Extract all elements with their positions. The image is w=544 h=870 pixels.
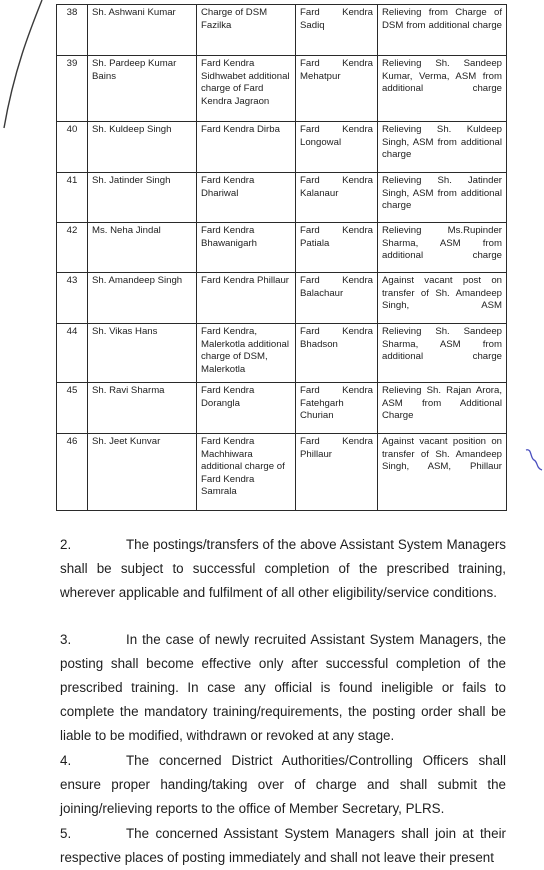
- posted-to-cell: Fard Kendra Longowal: [296, 122, 378, 173]
- posted-from-cell: Fard Kendra Machhiwara additional charge of Fard Kendra Samrala: [197, 434, 296, 511]
- table-row: [57, 5, 507, 56]
- paragraph-2: [60, 533, 506, 628]
- posted-to-cell: Fard Kendra Phillaur: [296, 434, 378, 511]
- margin-pen-mark: [524, 446, 544, 472]
- official-name-cell: Sh. Jeet Kunvar: [88, 434, 197, 511]
- postings-table-body: [57, 5, 507, 511]
- serial-number-cell: 45: [57, 383, 88, 434]
- posted-from-cell: Fard Kendra Bhawanigarh: [197, 223, 296, 273]
- serial-number-cell: 43: [57, 273, 88, 324]
- remarks-cell: Relieving Sh. Rajan Arora, ASM from Additional Charge: [378, 383, 507, 434]
- remarks-cell: Relieving Sh. Jatinder Singh, ASM from additional charge: [378, 173, 507, 223]
- official-name-cell: Sh. Ashwani Kumar: [88, 5, 197, 56]
- paragraph-number: 4.: [60, 753, 72, 768]
- table-row: [57, 434, 507, 511]
- posted-from-cell: Fard Kendra Phillaur: [197, 273, 296, 324]
- serial-number-cell: 46: [57, 434, 88, 511]
- paragraph-3: [60, 628, 506, 749]
- paragraph-number: 5.: [60, 826, 72, 841]
- posted-to-cell: Fard Kendra Fatehgarh Churian: [296, 383, 378, 434]
- paragraph-text: The concerned Assistant System Managers shall join at their respective places of posting immediately and shall not leave their present: [60, 826, 506, 866]
- official-name-cell: Ms. Neha Jindal: [88, 223, 197, 273]
- remarks-cell: Against vacant position on transfer of Sh. Amandeep Singh, ASM, Phillaur: [378, 434, 507, 511]
- official-name-cell: Sh. Amandeep Singh: [88, 273, 197, 324]
- remarks-cell: Relieving Sh. Kuldeep Singh, ASM from additional charge: [378, 122, 507, 173]
- official-name-cell: Sh. Kuldeep Singh: [88, 122, 197, 173]
- official-name-cell: Sh. Jatinder Singh: [88, 173, 197, 223]
- table-row: [57, 173, 507, 223]
- paragraph-text: In the case of newly recruited Assistant System Managers, the posting shall become effective only after successful completion of the prescribed training. In case any official is found ineligible or fails to complete the mandatory training/requirements, the posting order shall be liable to be modified, withdrawn or revoked at any stage.: [60, 632, 506, 744]
- posted-from-cell: Fard Kendra Sidhwabet additional charge of Fard Kendra Jagraon: [197, 56, 296, 122]
- order-paragraphs: [60, 533, 506, 870]
- paragraph-4: [60, 749, 506, 822]
- serial-number-cell: 38: [57, 5, 88, 56]
- posted-from-cell: Fard Kendra, Malerkotla additional charge of DSM, Malerkotla: [197, 324, 296, 383]
- postings-table: [56, 4, 507, 511]
- posted-to-cell: Fard Kendra Sadiq: [296, 5, 378, 56]
- serial-number-cell: 39: [57, 56, 88, 122]
- paragraph-5: [60, 822, 506, 870]
- remarks-cell: Relieving Sh. Sandeep Kumar, Verma, ASM from additional charge: [378, 56, 507, 122]
- table-row: [57, 273, 507, 324]
- posted-from-cell: Fard Kendra Dirba: [197, 122, 296, 173]
- table-row: [57, 383, 507, 434]
- posted-to-cell: Fard Kendra Balachaur: [296, 273, 378, 324]
- posted-to-cell: Fard Kendra Mehatpur: [296, 56, 378, 122]
- posted-from-cell: Fard Kendra Dorangla: [197, 383, 296, 434]
- official-name-cell: Sh. Pardeep Kumar Bains: [88, 56, 197, 122]
- serial-number-cell: 41: [57, 173, 88, 223]
- posted-to-cell: Fard Kendra Kalanaur: [296, 173, 378, 223]
- remarks-cell: Relieving Sh. Sandeep Sharma, ASM from additional charge: [378, 324, 507, 383]
- official-name-cell: Sh. Vikas Hans: [88, 324, 197, 383]
- remarks-cell: Against vacant post on transfer of Sh. Amandeep Singh, ASM: [378, 273, 507, 324]
- table-row: [57, 223, 507, 273]
- margin-pen-stroke: [0, 0, 60, 130]
- remarks-cell: Relieving Ms.Rupinder Sharma, ASM from additional charge: [378, 223, 507, 273]
- serial-number-cell: 42: [57, 223, 88, 273]
- posted-to-cell: Fard Kendra Patiala: [296, 223, 378, 273]
- paragraph-number: 3.: [60, 632, 72, 647]
- remarks-cell: Relieving from Charge of DSM from additional charge: [378, 5, 507, 56]
- paragraph-text: The concerned District Authorities/Controlling Officers shall ensure proper handing/taking over of charge and shall submit the joining/relieving reports to the office of Member Secretary, PLRS.: [60, 753, 506, 817]
- table-row: [57, 122, 507, 173]
- table-row: [57, 324, 507, 383]
- table-row: [57, 56, 507, 122]
- official-name-cell: Sh. Ravi Sharma: [88, 383, 197, 434]
- paragraph-number: 2.: [60, 537, 72, 552]
- serial-number-cell: 40: [57, 122, 88, 173]
- paragraph-text: The postings/transfers of the above Assistant System Managers shall be subject to successful completion of the prescribed training, wherever applicable and fulfilment of all other eligibility/service conditions.: [60, 537, 506, 601]
- posted-to-cell: Fard Kendra Bhadson: [296, 324, 378, 383]
- posted-from-cell: Fard Kendra Dhariwal: [197, 173, 296, 223]
- serial-number-cell: 44: [57, 324, 88, 383]
- posted-from-cell: Charge of DSM Fazilka: [197, 5, 296, 56]
